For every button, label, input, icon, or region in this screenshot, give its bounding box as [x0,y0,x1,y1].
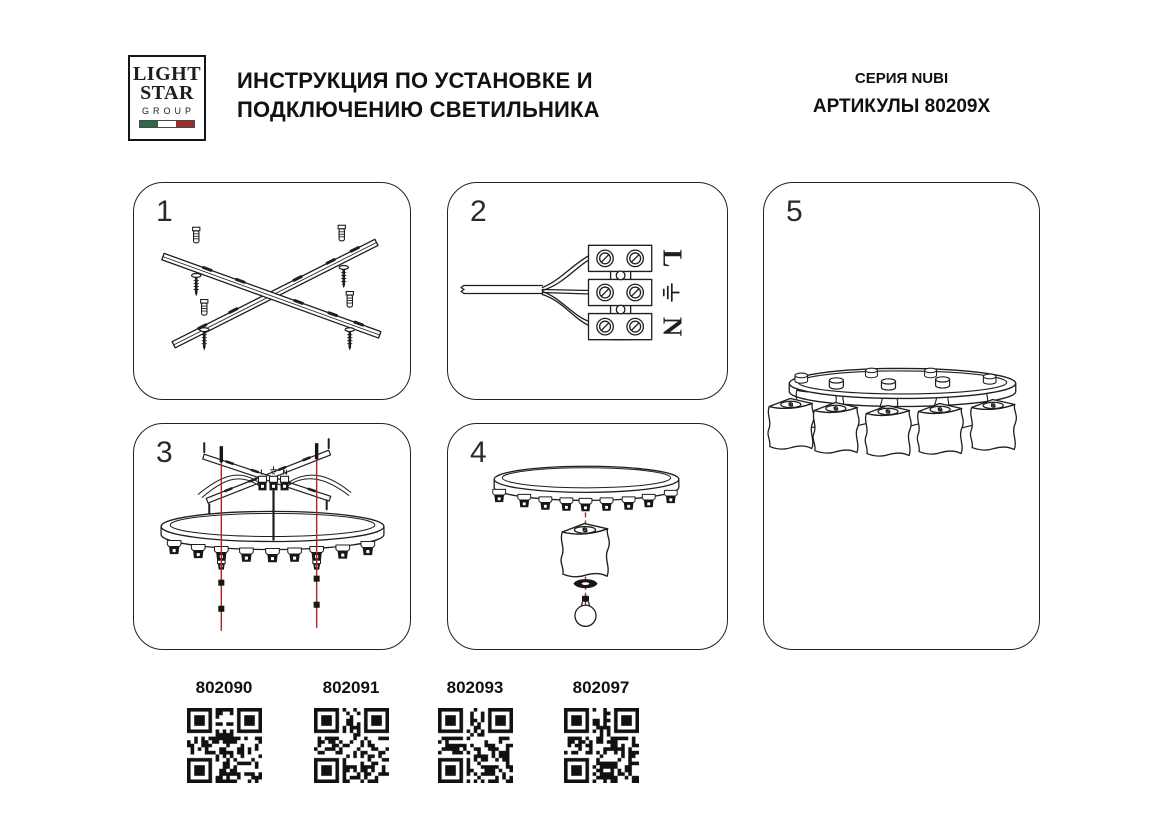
socket-cap-icon [936,377,950,388]
supply-cable [461,285,542,293]
wall-anchor-icon [338,225,345,241]
screw-icon [200,328,209,351]
assembled-fixture-drawing [764,183,1039,649]
step-panel-1 [133,182,411,400]
screw-icon [339,266,348,289]
lampshade-icon [561,524,609,577]
qr-code [314,708,389,783]
product-variant [313,678,389,783]
lamp-socket-icon [560,498,573,511]
series-label: СЕРИЯ NUBI [854,70,949,87]
wall-anchor-icon [193,227,200,243]
lamp-socket-icon [664,490,677,503]
lampshade-icon [970,399,1016,450]
step-panel-3 [133,423,411,650]
lightstar-logo [128,55,206,141]
wire-line [542,255,589,290]
terminal-screw-icon [627,250,643,266]
lamp-socket-icon [518,494,531,507]
lampshade-icon [917,403,963,454]
wire-neutral [542,292,589,326]
page-title [237,66,600,124]
logo-word-light: LIGHT [132,63,202,85]
wall-anchor-icon [201,300,208,316]
step-number: 5 [786,195,803,228]
lamp-socket-icon [600,498,613,511]
lamp-socket-icon [240,548,254,562]
mini-line-label: L [260,469,265,477]
lampshade-icon [865,405,911,456]
product-variant [563,678,639,783]
wall-anchor-icon [346,292,353,308]
bulb-icon [575,596,596,627]
qr-code [187,708,262,783]
neutral-label: N [657,316,688,337]
qr-code [564,708,639,783]
socket-cap-icon [865,368,877,378]
socket-cap-icon [829,378,843,389]
series-block [763,70,1040,118]
product-variant [186,678,262,783]
screw-icon [192,274,201,297]
lamp-socket-icon [336,545,350,559]
fixture-mounting-drawing [134,424,410,649]
flag-white [158,121,176,127]
lamp-socket-icon [579,498,592,511]
italian-flag-bar [139,120,195,128]
lamp-socket-icon [288,548,302,562]
retainer-ring-icon [573,579,597,588]
step-panel-4 [447,423,728,650]
flag-green [140,121,158,127]
title-line-1: ИНСТРУКЦИЯ ПО УСТАНОВКЕ И [237,68,593,93]
lamp-socket-icon [167,541,181,555]
terminal-block-icon [258,476,266,490]
terminal-screw-icon [597,284,613,300]
socket-cap-icon [795,373,808,383]
step-panel-5 [763,182,1040,650]
step-number: 4 [470,436,487,469]
article-number: 802090 [195,678,253,697]
step-number: 2 [470,195,487,228]
terminal-block-icon [269,476,277,490]
article-number: 802091 [322,678,380,697]
article-number: 802093 [446,678,504,697]
lamp-socket-icon [622,497,635,510]
step-number: 3 [156,436,173,469]
fixture-ring [494,466,679,492]
line-label: L [657,249,688,268]
lamp-socket-icon [266,549,280,563]
lampshade-icon [813,402,859,453]
socket-cap-icon [925,368,937,378]
article-number: 802097 [572,678,630,697]
product-variant [437,678,513,783]
terminal-screw-icon [597,250,613,266]
logo-word-star: STAR [140,82,194,104]
terminal-screw-icon [627,284,643,300]
ground-symbol-icon [664,284,679,301]
cross-bracket-drawing [134,183,410,399]
lamp-socket-icon [642,494,655,507]
socket-cap-icon [983,374,996,384]
terminal-screw-icon [627,318,643,334]
shade-assembly-drawing [448,424,727,649]
title-line-2: ПОДКЛЮЧЕНИЮ СВЕТИЛЬНИКА [237,97,600,122]
screw-icon [345,328,354,351]
lamp-socket-icon [539,497,552,510]
flag-red [176,121,194,127]
terminal-screw-icon [597,318,613,334]
articles-label: АРТИКУЛЫ 80209X [812,96,991,117]
lamp-socket-icon [493,489,506,502]
step-panel-2 [447,182,728,400]
qr-code [438,708,513,783]
wiring-diagram [448,183,727,399]
logo-word-group: GROUP [141,106,195,116]
mini-neutral-label: N [282,469,288,477]
step-number: 1 [156,195,173,228]
lampshade-icon [768,398,814,449]
lamp-socket-icon [361,542,375,556]
socket-cap-icon [881,379,895,390]
wire-ground [542,289,589,294]
terminal-block-icon [281,476,289,490]
lamp-socket-icon [191,545,205,559]
